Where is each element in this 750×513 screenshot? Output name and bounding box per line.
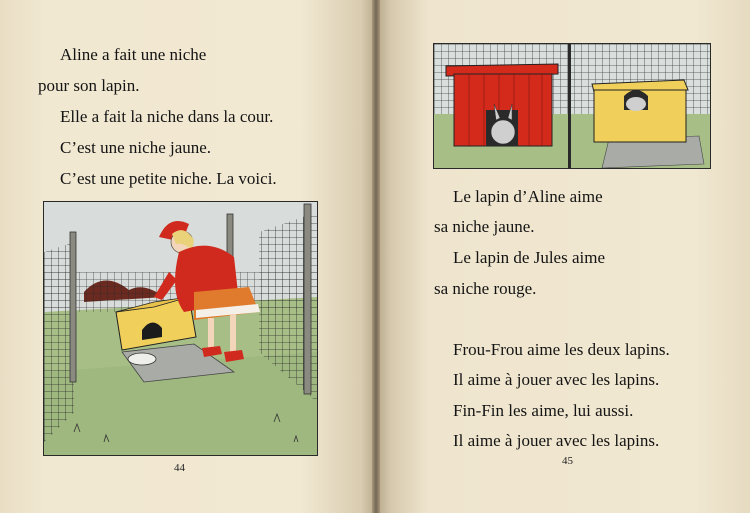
text-line: Aline a fait une niche: [60, 45, 207, 64]
text-line: Le lapin d’Aline aime: [453, 187, 603, 206]
illustration-two-hutches: [433, 43, 711, 169]
text-line: Il aime à jouer avec les lapins.: [453, 431, 660, 450]
text-line: Frou-Frou aime les deux lapins.: [453, 340, 670, 359]
page-number: 44: [174, 462, 185, 474]
page-number: 45: [562, 455, 573, 467]
right-page: [376, 0, 750, 513]
text-line: Elle a fait la niche dans la cour.: [60, 107, 274, 126]
text-line: pour son lapin.: [38, 76, 140, 95]
illustration-girl-with-hutch: [43, 201, 318, 456]
text-line: sa niche rouge.: [434, 279, 537, 298]
text-line: C’est une niche jaune.: [60, 138, 212, 157]
text-line: Fin-Fin les aime, lui aussi.: [453, 401, 634, 420]
text-line: C’est une petite niche. La voici.: [60, 169, 277, 188]
text-line: Le lapin de Jules aime: [453, 248, 606, 267]
book-gutter: [372, 0, 380, 513]
text-line: Il aime à jouer avec les lapins.: [453, 370, 660, 389]
text-line: sa niche jaune.: [434, 217, 535, 236]
